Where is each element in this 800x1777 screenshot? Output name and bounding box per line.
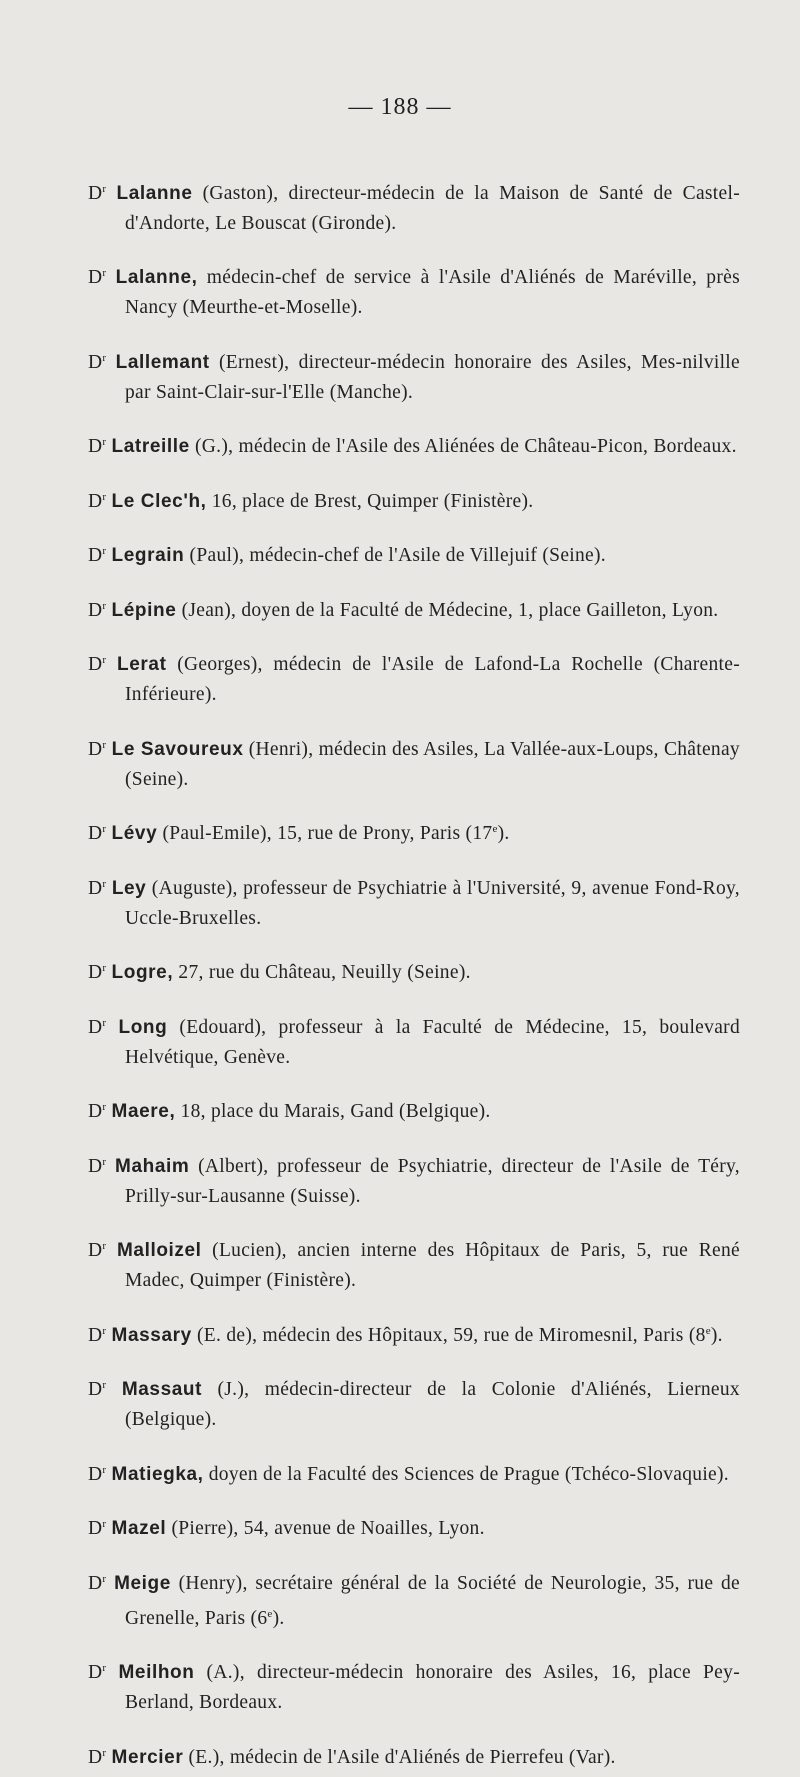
entry-title-text: D (88, 436, 103, 457)
entry-detail-text: (Albert), professeur de Psychiatrie, directeur de l'Asile de Téry, Prilly-sur-Lausanne (Suisse). (125, 1155, 740, 1207)
entry-title (88, 436, 106, 457)
entry-detail-text: (Henri), médecin des Asiles, La Vallée-aux-Loups, Châtenay (Seine). (125, 738, 740, 790)
entry-detail-text: (G.), médecin de l'Asile des Aliénées de Château-Picon, Bordeaux. (189, 436, 737, 457)
entry-title-superscript: r (102, 1662, 107, 1674)
directory-entry (88, 258, 740, 323)
entry-title (88, 545, 106, 566)
entry-detail (125, 1156, 740, 1207)
entry-name: Mercier (111, 1746, 184, 1768)
entry-detail (190, 436, 737, 457)
entry-title-superscript: r (102, 1572, 107, 1585)
entry-detail (184, 545, 606, 566)
entry-title-superscript: r (102, 1746, 107, 1759)
entry-title (88, 1156, 106, 1177)
directory-entry (88, 730, 740, 795)
entry-title-superscript: r (102, 877, 107, 890)
entry-title-text: D (88, 1572, 103, 1594)
entry-name: Matiegka, (111, 1463, 204, 1485)
entry-title (88, 1573, 106, 1594)
entry-title-text: D (88, 351, 103, 373)
entry-detail-text: (Edouard), professeur à la Faculté de Médecine, 15, boulevard Helvétique, Genève. (125, 1016, 740, 1068)
entry-title-superscript: r (102, 1324, 107, 1337)
entry-title-text: D (88, 1662, 103, 1683)
directory-list (88, 154, 740, 1777)
entry-detail-text: (E.), médecin de l'Asile d'Aliénés de Pierrefeu (Var). (183, 1746, 616, 1768)
entry-detail-text: (Georges), médecin de l'Asile de Lafond-La Rochelle (Charente-Inférieure). (125, 654, 740, 705)
entry-name: Lallemant (115, 351, 210, 373)
entry-title-text: D (88, 1016, 103, 1038)
entry-title-text: D (88, 738, 103, 760)
directory-entry (88, 814, 740, 849)
entry-detail (125, 1240, 740, 1291)
entry-title-text: D (88, 1155, 103, 1177)
entry-title-superscript: r (102, 182, 107, 195)
entry-title-superscript: r (102, 351, 107, 364)
entry-name: Le Clec'h, (111, 490, 207, 512)
entry-title-text: D (88, 823, 103, 844)
entry-detail (125, 267, 740, 318)
entry-title (88, 183, 106, 204)
directory-entry (88, 482, 740, 517)
entry-detail (173, 962, 471, 983)
entry-detail (192, 1325, 723, 1346)
entry-detail-text: 27, rue du Château, Neuilly (Seine). (173, 962, 471, 983)
entry-name: Mazel (111, 1518, 167, 1539)
directory-entry (88, 1370, 740, 1435)
entry-detail-text: (Paul-Emile), 15, rue de Prony, Paris (17 (157, 823, 493, 844)
entry-detail-text: (J.), médecin-directeur de la Colonie d'Aliénés, Lierneux (Belgique). (125, 1379, 740, 1430)
entry-title (88, 962, 106, 983)
entry-title (88, 1017, 106, 1038)
directory-entry (88, 591, 740, 626)
entry-name: Le Savoureux (111, 738, 244, 760)
entry-title (88, 1464, 106, 1485)
entry-title-superscript: r (102, 545, 107, 557)
entry-title-text: D (88, 1240, 103, 1261)
entry-detail-text: (E. de), médecin des Hôpitaux, 59, rue de Miromesnil, Paris (8 (191, 1324, 706, 1346)
entry-title-superscript: r (102, 1155, 107, 1168)
entry-title-text: D (88, 490, 103, 512)
entry-detail (125, 1662, 740, 1713)
entry-detail-text: (Gaston), directeur-médecin de la Maison de Santé de Castel-d'Andorte, Le Bouscat (Gironde). (125, 182, 740, 234)
entry-name: Massaut (121, 1379, 203, 1400)
directory-entry (88, 343, 740, 408)
entry-title-superscript: r (102, 490, 107, 503)
entry-title-text: D (88, 877, 103, 899)
directory-entry (88, 1653, 740, 1718)
directory-entry (88, 1231, 740, 1296)
entry-title (88, 1101, 106, 1122)
entry-title-text: D (88, 1518, 103, 1539)
entry-title-superscript: r (102, 436, 107, 448)
entry-detail (125, 654, 740, 705)
entry-detail-text: (Paul), médecin-chef de l'Asile de Villejuif (Seine). (184, 545, 606, 566)
entry-title-text: D (88, 1463, 103, 1485)
entry-title-text: D (88, 1379, 103, 1400)
entry-title (88, 654, 106, 675)
entry-name: Lalanne (116, 182, 193, 204)
entry-name: Latreille (111, 436, 190, 457)
entry-title (88, 739, 106, 760)
entry-detail-superscript: e (705, 1324, 711, 1337)
entry-title (88, 267, 106, 288)
entry-detail-text: (Ernest), directeur-médecin honoraire des Asiles, Mes-nilville par Saint-Clair-sur-l'Elle (Manche). (125, 351, 740, 403)
directory-entry (88, 174, 740, 239)
entry-detail-text: (Auguste), professeur de Psychiatrie à l'Université, 9, avenue Fond-Roy, Uccle-Bruxelles. (125, 877, 740, 929)
entry-name: Lévy (111, 823, 158, 844)
entry-title (88, 1747, 106, 1768)
entry-title-superscript: r (102, 599, 107, 612)
entry-detail (125, 352, 740, 403)
entry-detail (125, 1017, 740, 1068)
directory-entry (88, 1455, 740, 1490)
entry-title-text: D (88, 654, 103, 675)
entry-name: Lalanne, (115, 267, 198, 288)
entry-detail-text: doyen de la Faculté des Sciences de Prague (Tchéco-Slovaquie). (203, 1463, 729, 1485)
entry-title-superscript: r (102, 823, 107, 835)
directory-entry (88, 953, 740, 988)
entry-title-superscript: r (102, 1101, 107, 1113)
entry-title-superscript: r (102, 1016, 107, 1029)
entry-detail (125, 878, 740, 929)
entry-title-superscript: r (102, 962, 107, 974)
entry-name: Legrain (111, 545, 185, 566)
entry-title-text: D (88, 1324, 103, 1346)
entry-title-superscript: r (102, 654, 107, 666)
entry-detail (125, 1379, 740, 1430)
entry-title (88, 1240, 106, 1261)
entry-detail-text: médecin-chef de service à l'Asile d'Aliénés de Maréville, près Nancy (Meurthe-et-Moselle). (125, 267, 740, 318)
entry-title (88, 823, 106, 844)
entry-name: Long (118, 1016, 168, 1038)
entry-detail (207, 491, 534, 512)
directory-entry (88, 1564, 740, 1634)
entry-title-text: D (88, 182, 103, 204)
entry-detail (204, 1464, 729, 1485)
entry-name: Maere, (111, 1101, 176, 1122)
entry-detail-end: ). (710, 1324, 723, 1346)
entry-name: Meige (114, 1572, 171, 1594)
entry-name: Meilhon (118, 1662, 195, 1683)
entry-title (88, 1662, 106, 1683)
entry-detail (175, 1101, 490, 1122)
entry-title-text: D (88, 599, 103, 621)
entry-title-text: D (88, 962, 103, 983)
entry-title-superscript: r (102, 267, 107, 279)
entry-title-superscript: r (102, 1379, 107, 1391)
entry-detail-end: ). (497, 823, 510, 844)
entry-detail-text: (Lucien), ancien interne des Hôpitaux de Paris, 5, rue René Madec, Quimper (Finistère). (125, 1240, 740, 1291)
entry-title-superscript: r (102, 738, 107, 751)
entry-title (88, 491, 106, 512)
entry-detail-end: ). (272, 1607, 285, 1629)
entry-detail-text: (Henry), secrétaire général de la Société de Neurologie, 35, rue de Grenelle, Paris (6 (125, 1572, 741, 1629)
entry-detail-text: (Pierre), 54, avenue de Noailles, Lyon. (166, 1518, 485, 1539)
entry-name: Lépine (111, 599, 177, 621)
entry-detail (176, 600, 718, 621)
entry-name: Massary (111, 1324, 192, 1346)
entry-name: Ley (111, 877, 147, 899)
entry-name: Mahaim (115, 1155, 190, 1177)
entry-title (88, 1325, 106, 1346)
entry-title (88, 1518, 106, 1539)
entry-detail (125, 1573, 740, 1629)
directory-entry (88, 1147, 740, 1212)
entry-title-text: D (88, 545, 103, 566)
entry-detail-superscript: e (267, 1607, 273, 1620)
directory-entry (88, 645, 740, 710)
entry-detail-text: (A.), directeur-médecin honoraire des Asiles, 16, place Pey-Berland, Bordeaux. (125, 1662, 740, 1713)
entry-title-superscript: r (102, 1463, 107, 1476)
entry-detail-text: (Jean), doyen de la Faculté de Médecine, 1, place Gailleton, Lyon. (176, 599, 719, 621)
entry-title (88, 600, 106, 621)
entry-title (88, 1379, 106, 1400)
directory-entry (88, 536, 740, 571)
entry-title-superscript: r (102, 1518, 107, 1530)
directory-entry (88, 869, 740, 934)
entry-name: Malloizel (116, 1240, 202, 1261)
entry-detail-text: 18, place du Marais, Gand (Belgique). (175, 1101, 491, 1122)
entry-name: Lerat (117, 654, 167, 675)
directory-entry (88, 427, 740, 462)
entry-detail (125, 183, 740, 234)
entry-detail-superscript: e (492, 823, 498, 835)
directory-entry (88, 1008, 740, 1073)
entry-detail (157, 823, 509, 844)
directory-entry (88, 1738, 740, 1773)
directory-entry (88, 1509, 740, 1544)
entry-title-text: D (88, 1101, 103, 1122)
entry-title (88, 352, 106, 373)
entry-detail-text: 16, place de Brest, Quimper (Finistère). (206, 490, 534, 512)
directory-entry (88, 1316, 740, 1351)
page-number: — 188 — (348, 94, 452, 120)
entry-title-superscript: r (102, 1240, 107, 1252)
entry-title-text: D (88, 267, 103, 288)
entry-title-text: D (88, 1746, 103, 1768)
entry-detail (183, 1747, 615, 1768)
entry-title (88, 878, 106, 899)
entry-name: Logre, (111, 962, 174, 983)
directory-entry (88, 1092, 740, 1127)
entry-detail (166, 1518, 485, 1539)
